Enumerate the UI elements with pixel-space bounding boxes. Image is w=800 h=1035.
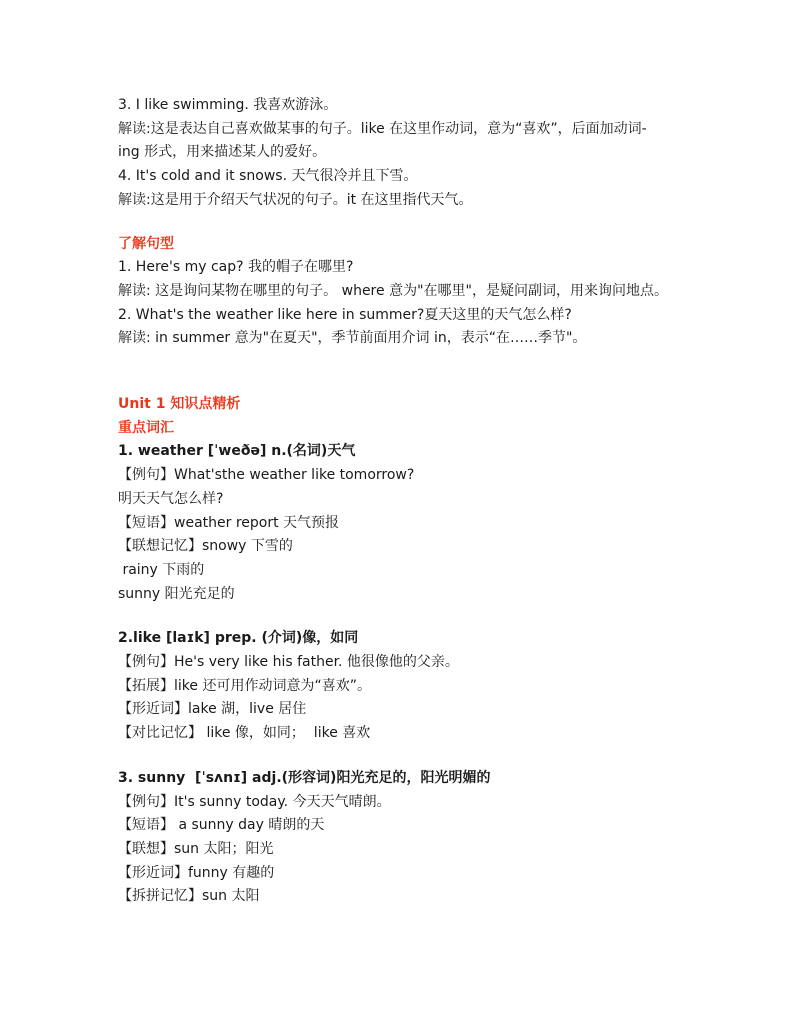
sentence-3-explanation-cont: ing 形式，用来描述某人的爱好。 <box>118 144 327 161</box>
sentences-section <box>118 94 688 213</box>
vocab-like <box>118 627 688 746</box>
vocab-line: rainy 下雨的 <box>118 561 205 578</box>
understand-sentence-1-explanation: 解读: 这是询问某物在哪里的句子。 where 意为"在哪里"，是疑问副词，用来询问地点。 <box>118 282 668 299</box>
sentence-3: 3. I like swimming. 我喜欢游泳。 <box>118 97 338 113</box>
vocab-line: 明天天气怎么样? <box>118 490 224 507</box>
document-page <box>118 94 688 909</box>
vocab-line: 【联想】sun 太阳；阳光 <box>118 840 274 857</box>
vocab-line: 【拆拼记忆】sun 太阳 <box>118 888 260 905</box>
unit1-title: Unit 1 知识点精析 <box>118 396 241 413</box>
vocab-line: 【短语】 a sunny day 晴朗的天 <box>118 817 325 834</box>
vocab-like-heading: 2.like [laɪk] prep. (介词)像，如同 <box>118 630 359 647</box>
vocab-line: 【联想记忆】snowy 下雪的 <box>118 538 293 555</box>
vocab-sunny-heading: 3. sunny [ˈsʌnɪ] adj.(形容词)阳光充足的，阳光明媚的 <box>118 769 491 786</box>
sentence-3-explanation: 解读:这是表达自己喜欢做某事的句子。like 在这里作动词，意为“喜欢”，后面加动词- <box>118 120 647 137</box>
sentence-4: 4. It's cold and it snows. 天气很冷并且下雪。 <box>118 168 418 185</box>
vocab-line: sunny 阳光充足的 <box>118 585 235 602</box>
vocab-line: 【拓展】like 还可用作动词意为“喜欢”。 <box>118 677 371 694</box>
understand-heading: 了解句型 <box>118 235 174 252</box>
vocab-line: 【形近词】funny 有趣的 <box>118 864 275 881</box>
key-vocab-heading: 重点词汇 <box>118 419 174 436</box>
vocab-line: 【对比记忆】 like 像，如同； like 喜欢 <box>118 725 371 742</box>
understand-sentence-1: 1. Here's my cap? 我的帽子在哪里? <box>118 259 354 276</box>
vocab-sunny <box>118 767 688 909</box>
vocab-weather-heading: 1. weather [ˈweðə] n.(名词)天气 <box>118 443 356 460</box>
vocab-line: 【例句】What'sthe weather like tomorrow? <box>118 467 415 484</box>
vocab-line: 【例句】It's sunny today. 今天天气晴朗。 <box>118 793 391 810</box>
sentence-4-explanation: 解读:这是用于介绍天气状况的句子。it 在这里指代天气。 <box>118 191 473 208</box>
understand-sentence-2: 2. What's the weather like here in summer?夏天这里的天气怎么样? <box>118 306 572 323</box>
vocab-line: 【形近词】lake 湖，live 居住 <box>118 701 307 718</box>
unit1-section <box>118 393 688 909</box>
understand-sentence-2-explanation: 解读: in summer 意为"在夏天"，季节前面用介词 in，表示“在……季节"。 <box>118 330 587 347</box>
understand-section <box>118 233 688 352</box>
vocab-weather <box>118 440 688 606</box>
vocab-line: 【短语】weather report 天气预报 <box>118 514 340 531</box>
vocab-line: 【例句】He's very like his father. 他很像他的父亲。 <box>118 654 459 671</box>
